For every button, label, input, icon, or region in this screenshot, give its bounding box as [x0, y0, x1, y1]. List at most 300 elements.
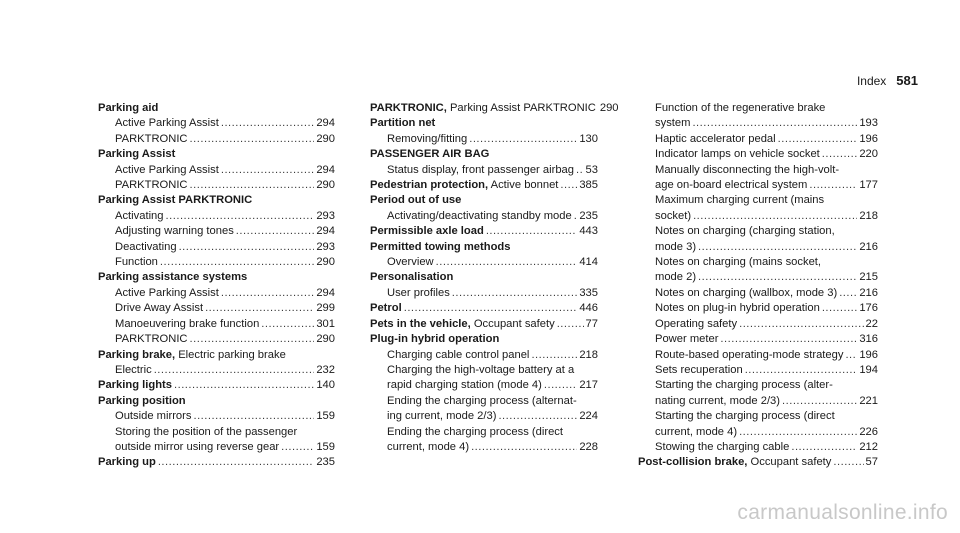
dot-leader: [576, 163, 584, 178]
index-column-1: [98, 101, 335, 471]
dot-leader: [205, 301, 314, 316]
index-subentry: [98, 224, 335, 239]
subentry-row: [387, 163, 598, 178]
subentry-row: [655, 116, 878, 131]
dot-leader: [531, 348, 577, 363]
page-ref: 294: [316, 117, 335, 130]
dot-leader: [179, 240, 315, 255]
page-ref: 176: [859, 302, 878, 315]
subentry-row: [387, 440, 598, 455]
dot-leader: [221, 286, 314, 301]
index-subentry: [98, 132, 335, 147]
index-heading: PASSENGER AIR BAG: [370, 148, 490, 161]
index-subentry: [638, 301, 878, 316]
index-heading-text: [98, 101, 158, 116]
index-entry: [370, 116, 598, 147]
page-ref: 294: [316, 225, 335, 238]
dot-leader: [486, 224, 578, 239]
index-heading-row: [638, 455, 878, 470]
subentry-text: Active Parking Assist: [115, 163, 219, 176]
index-entry: [98, 193, 335, 270]
index-subentry: [98, 301, 335, 316]
index-heading: Permitted towing methods: [370, 240, 511, 253]
subentry-text: User profiles: [387, 286, 450, 299]
index-heading-row: [370, 178, 598, 193]
index-subentry: [638, 440, 878, 455]
subentry-line: Starting the charging process (alter-: [655, 379, 833, 392]
subentry-row: [655, 440, 878, 455]
index-subentry: [98, 116, 335, 131]
subentry-text: Adjusting warning tones: [115, 225, 234, 238]
index-heading: Parking lights: [98, 379, 172, 392]
page-ref: 235: [579, 209, 598, 222]
index-subentry: [98, 332, 335, 347]
index-entry: [98, 378, 335, 393]
dot-leader: [190, 178, 315, 193]
subentry-text: Notes on plug-in hybrid operation: [655, 302, 820, 315]
subentry-row: [655, 132, 878, 147]
index-heading-text: [370, 147, 489, 162]
subentry-row: [115, 209, 335, 224]
index-subentry: [638, 147, 878, 162]
subentry-text: nating current, mode 2/3): [655, 394, 780, 407]
page-ref: 226: [859, 425, 878, 438]
dot-leader: [693, 209, 857, 224]
dot-leader: [692, 116, 857, 131]
page-ref: 293: [316, 240, 335, 253]
index-entry: [98, 101, 335, 147]
index-heading: Parking aid: [98, 102, 159, 114]
subentry-text: Function: [115, 256, 158, 269]
section-title: Index: [856, 74, 887, 88]
index-subentry: [98, 317, 335, 332]
page-ref: 221: [859, 394, 878, 407]
subentry-text: age on-board electrical system: [655, 179, 808, 192]
page-ref: 218: [579, 348, 598, 361]
index-heading-text: [370, 332, 499, 347]
dot-leader: [809, 178, 857, 193]
index-subentry: [638, 193, 878, 224]
dot-leader: [158, 455, 315, 470]
subentry-row: [387, 255, 598, 270]
index-heading-rest: Parking Assist PARKTRONIC: [449, 102, 596, 114]
index-entry: [98, 270, 335, 347]
dot-leader: [190, 132, 315, 147]
dot-leader: [160, 255, 314, 270]
dot-leader: [745, 363, 858, 378]
subentry-row: [655, 301, 878, 316]
subentry-text: Manoeuvering brake function: [115, 317, 260, 330]
page-ref: 53: [585, 163, 598, 176]
subentry-text: current, mode 4): [387, 440, 470, 453]
page-ref: 216: [859, 240, 878, 253]
subentry-text: Route-based operating-mode strategy: [655, 348, 844, 361]
index-heading-row: [98, 147, 335, 162]
index-heading-text: [98, 348, 286, 363]
subentry-text: PARKTRONIC: [115, 179, 188, 192]
index-heading-row: [370, 224, 598, 239]
page-ref: 290: [599, 102, 619, 114]
subentry-text: Overview: [387, 256, 434, 269]
subentry-row: [115, 240, 335, 255]
page-ref: 57: [865, 456, 878, 469]
index-subentry: [638, 101, 878, 132]
subentry-row: [655, 178, 878, 193]
index-subentry: [638, 332, 878, 347]
dot-leader: [261, 317, 314, 332]
index-column-3: [638, 101, 878, 471]
page-ref: 414: [579, 256, 598, 269]
index-heading-text: [98, 394, 186, 409]
page-ref: 290: [316, 132, 335, 145]
index-heading-text: [638, 455, 831, 470]
index-heading: Plug-in hybrid operation: [370, 333, 500, 346]
subentry-text: Operating safety: [655, 317, 738, 330]
index-heading-row: [370, 317, 598, 332]
page-ref: 446: [579, 302, 598, 315]
index-heading: Post-collision brake,: [638, 456, 748, 469]
subentry-row: [115, 255, 335, 270]
index-heading: Period out of use: [370, 194, 462, 207]
subentry-row: [655, 286, 878, 301]
index-heading-row: [98, 270, 335, 285]
index-heading-row: [98, 101, 335, 116]
dot-leader: [174, 378, 314, 393]
index-heading-text: [370, 101, 596, 116]
index-heading: Pets in the vehicle,: [370, 317, 471, 330]
subentry-row: [655, 425, 878, 440]
subentry-row: [115, 224, 335, 239]
index-heading-text: [98, 378, 172, 393]
subentry-text: current, mode 4): [655, 425, 738, 438]
index-heading: Parking Assist: [98, 148, 176, 161]
dot-leader: [739, 425, 857, 440]
index-subentry: [98, 425, 335, 456]
page-ref: 290: [316, 179, 335, 192]
dot-leader: [471, 440, 577, 455]
subentry-text: PARKTRONIC: [115, 132, 188, 145]
index-heading-text: [370, 270, 453, 285]
dot-leader: [154, 363, 315, 378]
dot-leader: [498, 409, 577, 424]
index-subentry: [98, 209, 335, 224]
page-ref: 215: [859, 271, 878, 284]
index-heading-text: [370, 116, 435, 131]
subentry-line: Maximum charging current (mains: [655, 194, 825, 207]
page-ref: 299: [316, 302, 335, 315]
subentry-row: [115, 363, 335, 378]
page-ref: 335: [579, 286, 598, 299]
dot-leader: [236, 224, 315, 239]
page-ref: 290: [316, 333, 335, 346]
dot-leader: [560, 178, 577, 193]
page-ref: 294: [316, 163, 335, 176]
index-heading-row: [370, 240, 598, 255]
page-number: 581: [896, 73, 918, 88]
index-subentry: [638, 409, 878, 440]
subentry-row: [115, 286, 335, 301]
index-subentry: [638, 378, 878, 409]
subentry-text: Haptic accelerator pedal: [655, 132, 776, 145]
index-heading-text: [370, 178, 558, 193]
subentry-line: Notes on charging (charging station,: [655, 225, 835, 238]
index-entry: [370, 147, 598, 178]
subentry-row: [387, 209, 598, 224]
index-heading-text: [370, 240, 510, 255]
subentry-row: [115, 440, 335, 455]
page-ref: 177: [859, 179, 878, 192]
subentry-row: [115, 409, 335, 424]
index-entry: [370, 178, 598, 193]
index-heading-row: [370, 301, 598, 316]
index-heading-row: [370, 147, 598, 162]
index-heading-rest: Active bonnet: [490, 179, 559, 192]
index-subentry: [98, 178, 335, 193]
index-entry: [370, 332, 598, 455]
subentry-row: [387, 409, 598, 424]
index-heading: Parking up: [98, 456, 156, 469]
index-subentry: [98, 163, 335, 178]
page-ref: 443: [579, 225, 598, 238]
index-heading-row: [370, 270, 598, 285]
subentry-row: [387, 348, 598, 363]
dot-leader: [281, 440, 314, 455]
index-heading-text: [98, 193, 252, 208]
index-subentry: [98, 255, 335, 270]
index-heading-row: [370, 193, 598, 208]
index-heading: PARKTRONIC,: [370, 102, 447, 114]
page-ref: 130: [579, 132, 598, 145]
dot-leader: [574, 209, 578, 224]
page-ref: 159: [316, 440, 335, 453]
dot-leader: [791, 440, 857, 455]
page-ref: 218: [859, 209, 878, 222]
subentry-text: Stowing the charging cable: [655, 440, 790, 453]
subentry-row: [655, 209, 878, 224]
index-subentry: [638, 132, 878, 147]
dot-leader: [845, 348, 857, 363]
dot-leader: [544, 378, 577, 393]
subentry-row: [115, 317, 335, 332]
index-subentry: [370, 209, 598, 224]
subentry-text: Sets recuperation: [655, 363, 743, 376]
index-heading-row: [98, 378, 335, 393]
subentry-row: [387, 132, 598, 147]
subentry-row: [655, 363, 878, 378]
index-heading-row: [370, 101, 619, 116]
index-heading-row: [98, 348, 335, 363]
index-subentry: [370, 286, 598, 301]
index-heading-row: [370, 332, 598, 347]
index-subentry: [98, 286, 335, 301]
dot-leader: [190, 332, 315, 347]
subentry-row: [387, 286, 598, 301]
subentry-row: [115, 301, 335, 316]
subentry-row: [655, 270, 878, 285]
index-heading-text: [370, 317, 555, 332]
page-ref: 216: [859, 286, 878, 299]
subentry-row: [655, 317, 878, 332]
page-header: [857, 73, 918, 88]
page-ref: 217: [579, 379, 598, 392]
dot-leader: [833, 455, 863, 470]
dot-leader: [822, 301, 858, 316]
index-heading: Parking brake,: [98, 348, 176, 361]
subentry-line: Notes on charging (mains socket,: [655, 256, 822, 269]
subentry-text: mode 2): [655, 271, 697, 284]
index-entry: [370, 240, 598, 271]
subentry-line: Ending the charging process (alternat-: [387, 394, 577, 407]
dot-leader: [778, 132, 858, 147]
page-ref: 77: [585, 317, 598, 330]
subentry-text: rapid charging station (mode 4): [387, 379, 542, 392]
index-subentry: [370, 348, 598, 363]
subentry-text: Notes on charging (wallbox, mode 3): [655, 286, 838, 299]
subentry-text: Activating: [115, 209, 164, 222]
subentry-text: Removing/fitting: [387, 132, 468, 145]
page-ref: 293: [316, 209, 335, 222]
watermark: carmanualsonline.info: [737, 501, 948, 524]
subentry-text: Active Parking Assist: [115, 117, 219, 130]
subentry-text: Status display, front passenger airbag: [387, 163, 574, 176]
page-ref: 194: [859, 363, 878, 376]
subentry-text: Deactivating: [115, 240, 177, 253]
page-ref: 196: [859, 132, 878, 145]
subentry-text: Active Parking Assist: [115, 286, 219, 299]
index-heading: Pedestrian protection,: [370, 179, 489, 192]
page-ref: 212: [859, 440, 878, 453]
dot-leader: [193, 409, 314, 424]
page-ref: 22: [865, 317, 878, 330]
index-heading: Petrol: [370, 302, 402, 315]
index-subentry: [638, 317, 878, 332]
page-ref: 232: [316, 363, 335, 376]
page-ref: 290: [316, 256, 335, 269]
index-heading: Partition net: [370, 117, 436, 130]
index-heading-text: [370, 301, 402, 316]
subentry-text: Charging cable control panel: [387, 348, 530, 361]
subentry-text: Drive Away Assist: [115, 302, 204, 315]
index-subentry: [638, 255, 878, 286]
subentry-text: outside mirror using reverse gear: [115, 440, 280, 453]
index-subentry: [98, 363, 335, 378]
dot-leader: [469, 132, 577, 147]
subentry-row: [115, 178, 335, 193]
index-subentry: [638, 163, 878, 194]
index-subentry: [98, 240, 335, 255]
index-entry: [370, 193, 598, 224]
subentry-line: Storing the position of the passenger: [115, 425, 298, 438]
index-column-2: [370, 101, 619, 455]
index-subentry: [638, 286, 878, 301]
subentry-line: Ending the charging process (direct: [387, 425, 563, 438]
subentry-line: Starting the charging process (direct: [655, 410, 835, 423]
page-ref: 140: [316, 379, 335, 392]
dot-leader: [404, 301, 578, 316]
index-subentry: [98, 409, 335, 424]
subentry-row: [115, 163, 335, 178]
dot-leader: [839, 286, 857, 301]
subentry-line: Manually disconnecting the high-volt-: [655, 163, 840, 176]
index-heading-row: [98, 455, 335, 470]
subentry-text: system: [655, 117, 691, 130]
index-heading-text: [370, 193, 461, 208]
index-subentry: [370, 425, 598, 456]
page-ref: 228: [579, 440, 598, 453]
dot-leader: [782, 394, 857, 409]
subentry-row: [655, 394, 878, 409]
index-subentry: [638, 348, 878, 363]
index-entry: [370, 101, 619, 116]
index-subentry: [638, 363, 878, 378]
subentry-text: socket): [655, 209, 692, 222]
index-entry: [638, 455, 878, 470]
index-entry: [98, 394, 335, 456]
index-subentry: [370, 394, 598, 425]
index-heading-rest: Electric parking brake: [178, 348, 286, 361]
index-entry: [370, 317, 598, 332]
subentry-row: [115, 116, 335, 131]
index-heading-rest: Occupant safety: [750, 456, 832, 469]
subentry-text: Power meter: [655, 333, 719, 346]
dot-leader: [698, 270, 857, 285]
page-ref: 316: [859, 333, 878, 346]
subentry-row: [387, 378, 598, 393]
index-heading-row: [98, 394, 335, 409]
dot-leader: [166, 209, 315, 224]
index-entry: [370, 270, 598, 301]
dot-leader: [221, 116, 314, 131]
page-ref: 193: [859, 117, 878, 130]
page-ref: 224: [579, 410, 598, 423]
dot-leader: [221, 163, 314, 178]
index-entry: [370, 224, 598, 239]
index-entry: [98, 455, 335, 470]
subentry-row: [655, 240, 878, 255]
index-heading-text: [98, 270, 247, 285]
subentry-line: Function of the regenerative brake: [655, 102, 826, 114]
index-heading: Parking Assist PARKTRONIC: [98, 194, 253, 207]
index-entry: [98, 348, 335, 379]
index-entry: [370, 301, 598, 316]
dot-leader: [720, 332, 857, 347]
dot-leader: [557, 317, 584, 332]
index-entry: [98, 147, 335, 193]
page-ref: 294: [316, 286, 335, 299]
subentry-row: [655, 332, 878, 347]
dot-leader: [698, 240, 857, 255]
page-ref: 220: [859, 148, 878, 161]
index-heading-text: [98, 147, 175, 162]
index-heading-row: [98, 193, 335, 208]
index-heading-row: [370, 116, 598, 131]
subentry-text: Activating/deactivating standby mode: [387, 209, 572, 222]
index-subentry: [638, 224, 878, 255]
subentry-text: PARKTRONIC: [115, 333, 188, 346]
index-heading-text: [370, 224, 484, 239]
subentry-row: [115, 332, 335, 347]
page-ref: 301: [316, 317, 335, 330]
dot-leader: [822, 147, 858, 162]
page-ref: 159: [316, 410, 335, 423]
subentry-line: Charging the high-voltage battery at a: [387, 363, 575, 376]
page-ref: 385: [579, 179, 598, 192]
index-heading: Parking position: [98, 394, 186, 407]
index-heading: Personalisation: [370, 271, 454, 284]
dot-leader: [739, 317, 863, 332]
dot-leader: [436, 255, 578, 270]
index-heading-rest: Occupant safety: [473, 317, 555, 330]
